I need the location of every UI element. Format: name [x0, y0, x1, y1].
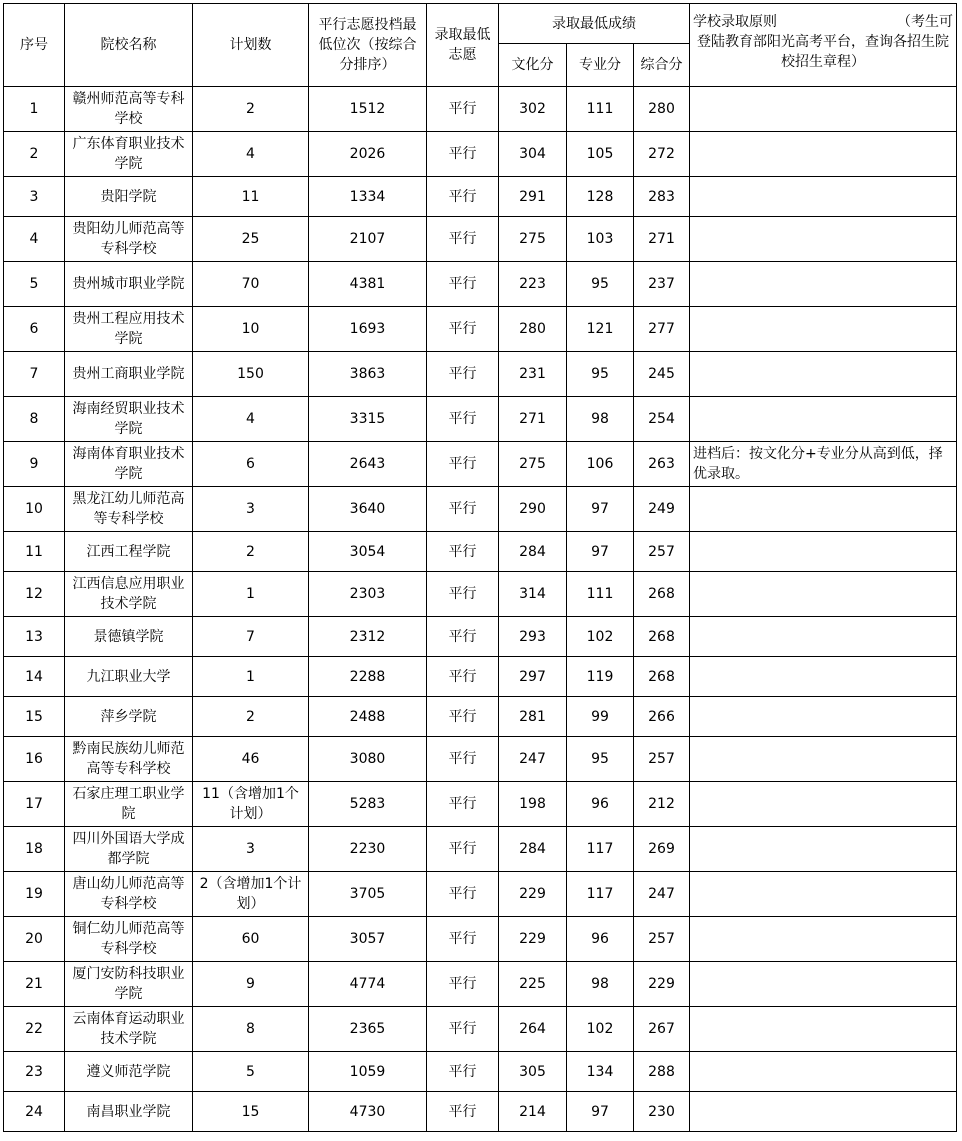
cell-plan-count: 2（含增加1个计划） — [193, 872, 309, 917]
cell-culture-score: 291 — [499, 177, 567, 217]
cell-school-name: 黑龙江幼儿师范高等专科学校 — [65, 487, 193, 532]
cell-total-score: 230 — [634, 1092, 690, 1132]
cell-min-preference: 平行 — [427, 262, 499, 307]
table-body — [4, 87, 957, 1132]
cell-culture-score: 297 — [499, 657, 567, 697]
cell-min-rank: 3640 — [309, 487, 427, 532]
cell-school-name: 贵州工程应用技术学院 — [65, 307, 193, 352]
header-culture-score: 文化分 — [499, 44, 567, 87]
cell-major-score: 95 — [567, 262, 634, 307]
cell-admission-rule — [690, 532, 957, 572]
cell-seq: 3 — [4, 177, 65, 217]
cell-culture-score: 280 — [499, 307, 567, 352]
cell-major-score: 97 — [567, 487, 634, 532]
cell-seq: 11 — [4, 532, 65, 572]
cell-seq: 10 — [4, 487, 65, 532]
cell-admission-rule — [690, 737, 957, 782]
table-row — [4, 697, 957, 737]
cell-plan-count: 15 — [193, 1092, 309, 1132]
cell-school-name: 江西信息应用职业技术学院 — [65, 572, 193, 617]
cell-plan-count: 2 — [193, 87, 309, 132]
cell-admission-rule — [690, 1052, 957, 1092]
cell-major-score: 102 — [567, 1007, 634, 1052]
cell-min-preference: 平行 — [427, 397, 499, 442]
admission-table — [3, 3, 957, 1132]
cell-seq: 9 — [4, 442, 65, 487]
cell-major-score: 117 — [567, 872, 634, 917]
cell-min-preference: 平行 — [427, 1052, 499, 1092]
cell-major-score: 117 — [567, 827, 634, 872]
cell-admission-rule — [690, 217, 957, 262]
cell-min-preference: 平行 — [427, 217, 499, 262]
cell-plan-count: 1 — [193, 657, 309, 697]
cell-min-preference: 平行 — [427, 1092, 499, 1132]
cell-plan-count: 150 — [193, 352, 309, 397]
cell-total-score: 283 — [634, 177, 690, 217]
table-row — [4, 572, 957, 617]
cell-seq: 15 — [4, 697, 65, 737]
table-row — [4, 132, 957, 177]
table-row — [4, 487, 957, 532]
cell-plan-count: 9 — [193, 962, 309, 1007]
cell-major-score: 121 — [567, 307, 634, 352]
cell-seq: 19 — [4, 872, 65, 917]
cell-admission-rule — [690, 657, 957, 697]
table-row — [4, 827, 957, 872]
cell-seq: 6 — [4, 307, 65, 352]
cell-min-preference: 平行 — [427, 177, 499, 217]
cell-min-rank: 2230 — [309, 827, 427, 872]
cell-admission-rule — [690, 872, 957, 917]
cell-min-preference: 平行 — [427, 352, 499, 397]
cell-admission-rule — [690, 132, 957, 177]
cell-total-score: 288 — [634, 1052, 690, 1092]
header-seq: 序号 — [4, 4, 65, 87]
cell-min-rank: 1059 — [309, 1052, 427, 1092]
cell-culture-score: 225 — [499, 962, 567, 1007]
cell-seq: 18 — [4, 827, 65, 872]
cell-plan-count: 2 — [193, 697, 309, 737]
cell-min-preference: 平行 — [427, 962, 499, 1007]
cell-culture-score: 271 — [499, 397, 567, 442]
cell-seq: 23 — [4, 1052, 65, 1092]
cell-min-rank: 2288 — [309, 657, 427, 697]
cell-seq: 20 — [4, 917, 65, 962]
cell-plan-count: 2 — [193, 532, 309, 572]
cell-min-rank: 3863 — [309, 352, 427, 397]
cell-total-score: 212 — [634, 782, 690, 827]
cell-major-score: 106 — [567, 442, 634, 487]
header-rule-note: 登陆教育部阳光高考平台，查询各招生院校招生章程） — [697, 34, 949, 70]
cell-school-name: 海南经贸职业技术学院 — [65, 397, 193, 442]
cell-major-score: 95 — [567, 352, 634, 397]
cell-seq: 24 — [4, 1092, 65, 1132]
cell-seq: 12 — [4, 572, 65, 617]
table-row — [4, 442, 957, 487]
cell-culture-score: 275 — [499, 217, 567, 262]
table-row — [4, 917, 957, 962]
cell-total-score: 272 — [634, 132, 690, 177]
cell-total-score: 271 — [634, 217, 690, 262]
cell-culture-score: 290 — [499, 487, 567, 532]
cell-min-rank: 2026 — [309, 132, 427, 177]
cell-plan-count: 3 — [193, 487, 309, 532]
cell-min-rank: 2365 — [309, 1007, 427, 1052]
cell-min-preference: 平行 — [427, 617, 499, 657]
table-row — [4, 657, 957, 697]
table-row — [4, 1007, 957, 1052]
cell-culture-score: 284 — [499, 532, 567, 572]
cell-seq: 4 — [4, 217, 65, 262]
cell-total-score: 267 — [634, 1007, 690, 1052]
cell-school-name: 贵阳学院 — [65, 177, 193, 217]
cell-school-name: 景德镇学院 — [65, 617, 193, 657]
table-row — [4, 617, 957, 657]
cell-plan-count: 8 — [193, 1007, 309, 1052]
cell-plan-count: 7 — [193, 617, 309, 657]
cell-min-rank: 1693 — [309, 307, 427, 352]
table-row — [4, 352, 957, 397]
cell-seq: 7 — [4, 352, 65, 397]
header-rule-note-start: （考生可 — [897, 14, 953, 30]
cell-min-preference: 平行 — [427, 917, 499, 962]
cell-major-score: 97 — [567, 532, 634, 572]
cell-plan-count: 46 — [193, 737, 309, 782]
cell-admission-rule — [690, 352, 957, 397]
cell-total-score: 268 — [634, 617, 690, 657]
cell-seq: 22 — [4, 1007, 65, 1052]
cell-total-score: 268 — [634, 657, 690, 697]
cell-min-preference: 平行 — [427, 572, 499, 617]
cell-school-name: 石家庄理工职业学院 — [65, 782, 193, 827]
cell-culture-score: 198 — [499, 782, 567, 827]
cell-total-score: 229 — [634, 962, 690, 1007]
cell-admission-rule — [690, 917, 957, 962]
cell-major-score: 96 — [567, 917, 634, 962]
table-row — [4, 397, 957, 442]
cell-total-score: 280 — [634, 87, 690, 132]
cell-seq: 13 — [4, 617, 65, 657]
cell-plan-count: 1 — [193, 572, 309, 617]
cell-admission-rule — [690, 87, 957, 132]
cell-school-name: 贵州城市职业学院 — [65, 262, 193, 307]
header-rule-title: 学校录取原则 — [693, 14, 777, 30]
cell-total-score: 247 — [634, 872, 690, 917]
cell-min-preference: 平行 — [427, 782, 499, 827]
cell-major-score: 96 — [567, 782, 634, 827]
cell-school-name: 四川外国语大学成都学院 — [65, 827, 193, 872]
cell-major-score: 105 — [567, 132, 634, 177]
cell-min-rank: 5283 — [309, 782, 427, 827]
cell-total-score: 254 — [634, 397, 690, 442]
cell-admission-rule — [690, 177, 957, 217]
cell-min-rank: 2488 — [309, 697, 427, 737]
table-row — [4, 872, 957, 917]
table-row — [4, 1092, 957, 1132]
cell-min-rank: 3080 — [309, 737, 427, 782]
cell-major-score: 98 — [567, 962, 634, 1007]
cell-school-name: 萍乡学院 — [65, 697, 193, 737]
cell-school-name: 贵州工商职业学院 — [65, 352, 193, 397]
cell-min-rank: 3705 — [309, 872, 427, 917]
cell-school-name: 九江职业大学 — [65, 657, 193, 697]
header-min-score: 录取最低成绩 — [499, 4, 690, 44]
cell-min-rank: 1334 — [309, 177, 427, 217]
cell-seq: 5 — [4, 262, 65, 307]
cell-admission-rule — [690, 962, 957, 1007]
cell-admission-rule — [690, 1092, 957, 1132]
cell-admission-rule — [690, 697, 957, 737]
cell-culture-score: 231 — [499, 352, 567, 397]
cell-min-preference: 平行 — [427, 307, 499, 352]
header-major-score: 专业分 — [567, 44, 634, 87]
table-row — [4, 782, 957, 827]
header-total-score: 综合分 — [634, 44, 690, 87]
cell-seq: 14 — [4, 657, 65, 697]
header-plan-count: 计划数 — [193, 4, 309, 87]
cell-plan-count: 70 — [193, 262, 309, 307]
cell-culture-score: 284 — [499, 827, 567, 872]
cell-min-preference: 平行 — [427, 132, 499, 177]
cell-culture-score: 229 — [499, 917, 567, 962]
cell-major-score: 103 — [567, 217, 634, 262]
header-school-name: 院校名称 — [65, 4, 193, 87]
cell-culture-score: 304 — [499, 132, 567, 177]
cell-min-preference: 平行 — [427, 532, 499, 572]
cell-culture-score: 293 — [499, 617, 567, 657]
cell-plan-count: 4 — [193, 132, 309, 177]
cell-min-rank: 2643 — [309, 442, 427, 487]
cell-school-name: 云南体育运动职业技术学院 — [65, 1007, 193, 1052]
cell-culture-score: 314 — [499, 572, 567, 617]
cell-plan-count: 11 — [193, 177, 309, 217]
cell-school-name: 江西工程学院 — [65, 532, 193, 572]
cell-min-rank: 2107 — [309, 217, 427, 262]
cell-min-preference: 平行 — [427, 487, 499, 532]
cell-culture-score: 264 — [499, 1007, 567, 1052]
cell-min-preference: 平行 — [427, 1007, 499, 1052]
cell-total-score: 249 — [634, 487, 690, 532]
cell-total-score: 266 — [634, 697, 690, 737]
cell-min-preference: 平行 — [427, 737, 499, 782]
cell-major-score: 95 — [567, 737, 634, 782]
cell-school-name: 厦门安防科技职业学院 — [65, 962, 193, 1007]
table-row — [4, 737, 957, 782]
cell-admission-rule — [690, 1007, 957, 1052]
cell-plan-count: 10 — [193, 307, 309, 352]
cell-total-score: 257 — [634, 737, 690, 782]
cell-min-rank: 4730 — [309, 1092, 427, 1132]
cell-min-preference: 平行 — [427, 87, 499, 132]
cell-min-rank: 4774 — [309, 962, 427, 1007]
cell-min-rank: 2303 — [309, 572, 427, 617]
cell-school-name: 海南体育职业技术学院 — [65, 442, 193, 487]
cell-seq: 17 — [4, 782, 65, 827]
cell-major-score: 99 — [567, 697, 634, 737]
cell-admission-rule — [690, 572, 957, 617]
cell-major-score: 111 — [567, 87, 634, 132]
cell-school-name: 黔南民族幼儿师范高等专科学校 — [65, 737, 193, 782]
cell-major-score: 111 — [567, 572, 634, 617]
cell-min-rank: 3054 — [309, 532, 427, 572]
table-row — [4, 1052, 957, 1092]
cell-major-score: 134 — [567, 1052, 634, 1092]
cell-total-score: 257 — [634, 532, 690, 572]
cell-seq: 8 — [4, 397, 65, 442]
cell-seq: 1 — [4, 87, 65, 132]
table-row — [4, 87, 957, 132]
cell-min-preference: 平行 — [427, 697, 499, 737]
cell-plan-count: 11（含增加1个计划） — [193, 782, 309, 827]
table-row — [4, 262, 957, 307]
cell-culture-score: 223 — [499, 262, 567, 307]
cell-admission-rule — [690, 487, 957, 532]
cell-min-preference: 平行 — [427, 872, 499, 917]
cell-culture-score: 305 — [499, 1052, 567, 1092]
cell-school-name: 唐山幼儿师范高等专科学校 — [65, 872, 193, 917]
cell-culture-score: 275 — [499, 442, 567, 487]
cell-min-preference: 平行 — [427, 657, 499, 697]
table-row — [4, 217, 957, 262]
cell-major-score: 102 — [567, 617, 634, 657]
cell-culture-score: 281 — [499, 697, 567, 737]
cell-plan-count: 4 — [193, 397, 309, 442]
cell-min-rank: 2312 — [309, 617, 427, 657]
cell-school-name: 广东体育职业技术学院 — [65, 132, 193, 177]
cell-major-score: 119 — [567, 657, 634, 697]
cell-admission-rule: 进档后：按文化分+专业分从高到低，择优录取。 — [690, 442, 957, 487]
cell-min-rank: 1512 — [309, 87, 427, 132]
header-min-preference: 录取最低志愿 — [427, 4, 499, 87]
header-admission-rule — [690, 4, 957, 87]
cell-total-score: 269 — [634, 827, 690, 872]
table-row — [4, 307, 957, 352]
cell-major-score: 128 — [567, 177, 634, 217]
header-min-rank: 平行志愿投档最低位次（按综合分排序） — [309, 4, 427, 87]
cell-major-score: 97 — [567, 1092, 634, 1132]
cell-total-score: 245 — [634, 352, 690, 397]
cell-school-name: 南昌职业学院 — [65, 1092, 193, 1132]
cell-admission-rule — [690, 262, 957, 307]
cell-min-preference: 平行 — [427, 827, 499, 872]
cell-admission-rule — [690, 397, 957, 442]
cell-plan-count: 6 — [193, 442, 309, 487]
cell-plan-count: 3 — [193, 827, 309, 872]
cell-school-name: 贵阳幼儿师范高等专科学校 — [65, 217, 193, 262]
cell-min-rank: 4381 — [309, 262, 427, 307]
cell-min-rank: 3315 — [309, 397, 427, 442]
cell-plan-count: 25 — [193, 217, 309, 262]
table-row — [4, 177, 957, 217]
cell-admission-rule — [690, 617, 957, 657]
cell-total-score: 237 — [634, 262, 690, 307]
cell-admission-rule — [690, 307, 957, 352]
cell-admission-rule — [690, 827, 957, 872]
cell-major-score: 98 — [567, 397, 634, 442]
cell-culture-score: 302 — [499, 87, 567, 132]
cell-culture-score: 214 — [499, 1092, 567, 1132]
cell-total-score: 257 — [634, 917, 690, 962]
cell-seq: 21 — [4, 962, 65, 1007]
cell-total-score: 277 — [634, 307, 690, 352]
cell-school-name: 赣州师范高等专科学校 — [65, 87, 193, 132]
cell-culture-score: 229 — [499, 872, 567, 917]
cell-admission-rule — [690, 782, 957, 827]
cell-school-name: 铜仁幼儿师范高等专科学校 — [65, 917, 193, 962]
cell-plan-count: 5 — [193, 1052, 309, 1092]
table-row — [4, 962, 957, 1007]
cell-plan-count: 60 — [193, 917, 309, 962]
cell-seq: 2 — [4, 132, 65, 177]
cell-min-rank: 3057 — [309, 917, 427, 962]
cell-total-score: 268 — [634, 572, 690, 617]
cell-seq: 16 — [4, 737, 65, 782]
cell-total-score: 263 — [634, 442, 690, 487]
cell-min-preference: 平行 — [427, 442, 499, 487]
table-row — [4, 532, 957, 572]
cell-school-name: 遵义师范学院 — [65, 1052, 193, 1092]
cell-culture-score: 247 — [499, 737, 567, 782]
